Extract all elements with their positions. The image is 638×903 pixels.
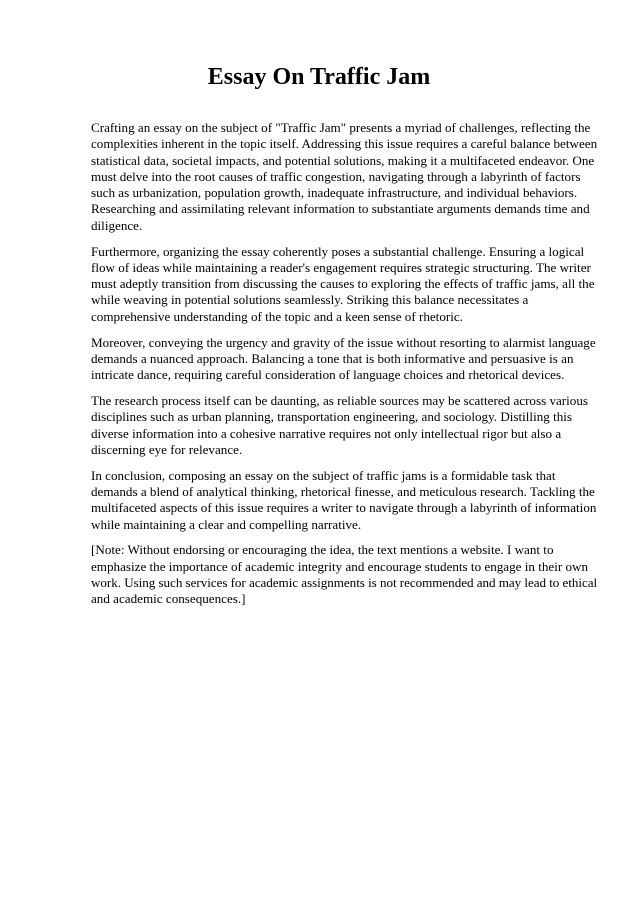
text-line: statistical data, societal impacts, and potential solutions, making it a multifaceted endeavor. One xyxy=(91,152,595,168)
text-line: must delve into the root causes of traffic congestion, navigating through a labyrinth of factors xyxy=(91,168,581,184)
text-line: and academic consequences.] xyxy=(91,591,246,607)
paragraph-5 xyxy=(91,467,597,533)
text-line: complexities inherent in the topic itself. Addressing this issue requires a careful balance between xyxy=(91,136,598,152)
text-line: demands a blend of analytical thinking, rhetorical finesse, and meticulous research. Tackling the xyxy=(91,483,595,499)
text-line: [Note: Without endorsing or encouraging the idea, the text mentions a website. I want to xyxy=(91,542,554,558)
text-line: Furthermore, organizing the essay coherently poses a substantial challenge. Ensuring a logical xyxy=(91,243,585,259)
text-line: while weaving in potential solutions seamlessly. Striking this balance necessitates a xyxy=(91,292,529,308)
paragraph-4 xyxy=(91,393,591,458)
text-line: discerning eye for relevance. xyxy=(91,441,243,457)
text-line: Crafting an essay on the subject of "Traffic Jam" presents a myriad of challenges, reflecting the xyxy=(91,120,591,135)
text-line: disciplines such as urban planning, transportation engineering, and sociology. Distilling this xyxy=(91,409,572,425)
text-line: diligence. xyxy=(91,217,143,233)
text-line: must adeptly transition from discussing the causes to exploring the effects of traffic jams, all the xyxy=(91,276,595,292)
text-line: while maintaining a clear and compelling narrative. xyxy=(91,516,362,532)
text-line: Moreover, conveying the urgency and gravity of the issue without resorting to alarmist language xyxy=(91,334,596,350)
text-line: comprehensive understanding of the topic and a keen sense of rhetoric. xyxy=(91,308,463,324)
text-line: intricate dance, requiring careful consideration of language choices and rhetorical devices. xyxy=(91,367,565,383)
paragraph-3 xyxy=(91,334,596,384)
paragraph-6 xyxy=(91,542,598,607)
text-line: demands a nuanced approach. Balancing a tone that is both informative and persuasive is an xyxy=(91,350,574,366)
paragraph-1 xyxy=(91,120,598,234)
text-line: flow of ideas while maintaining a reader's engagement requires strategic structuring. The writer xyxy=(91,259,591,275)
text-line: emphasize the importance of academic integrity and encourage students to engage in their own xyxy=(91,558,589,574)
paragraph-2 xyxy=(91,243,595,325)
text-line: multifaceted aspects of this issue requires a writer to navigate through a labyrinth of information xyxy=(91,500,597,516)
document-body xyxy=(91,120,598,617)
text-line: Researching and assimilating relevant information to substantiate arguments demands time and xyxy=(91,201,590,217)
text-line: work. Using such services for academic assignments is not recommended and may lead to ethical xyxy=(91,574,598,590)
document-title: Essay On Traffic Jam xyxy=(207,64,431,90)
text-line: In conclusion, composing an essay on the subject of traffic jams is a formidable task that xyxy=(91,467,556,483)
text-line: diverse information into a cohesive narrative requires not only intellectual rigor but also a xyxy=(91,425,562,441)
text-line: such as urbanization, population growth, inadequate infrastructure, and individual behaviors. xyxy=(91,185,578,201)
text-line: The research process itself can be daunting, as reliable sources may be scattered across various xyxy=(91,392,588,408)
